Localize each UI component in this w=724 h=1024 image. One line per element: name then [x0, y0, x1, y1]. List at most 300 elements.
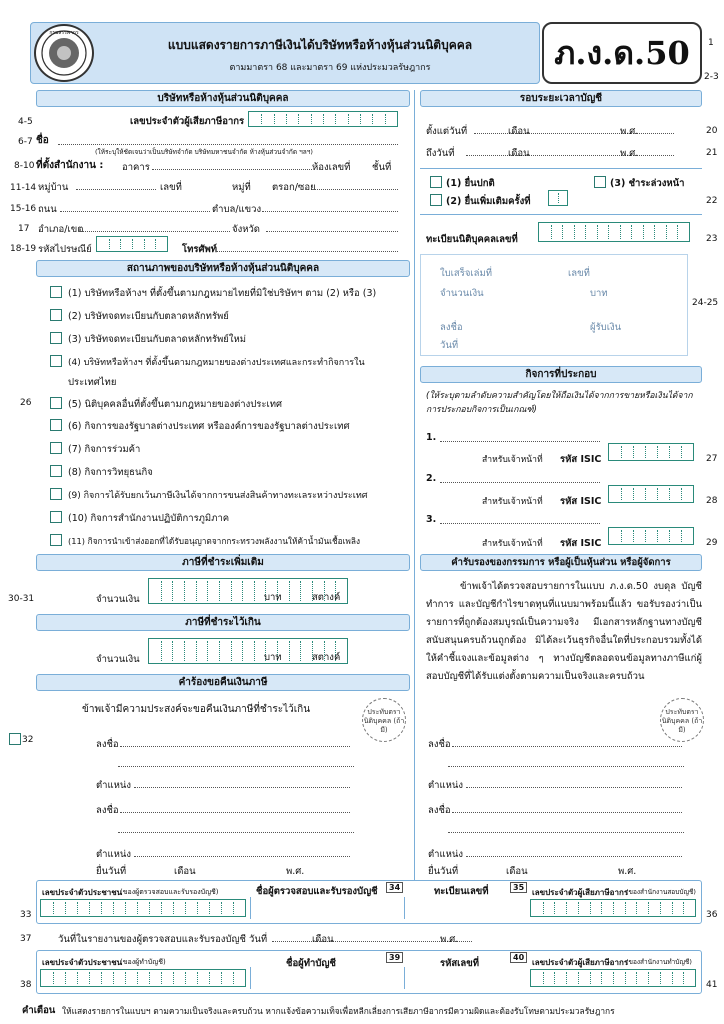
line-number-15-16: 15-16: [10, 204, 37, 214]
digit-cell-separator: [601, 902, 602, 914]
line-number-24-25: 24-25: [692, 298, 719, 308]
extra-filing-label: (2) ยื่นเพิ่มเติมครั้งที่: [446, 196, 531, 207]
business-item-3: 3.: [426, 514, 437, 525]
line-number-6-7: 6-7: [18, 137, 33, 147]
digit-cell-separator: [65, 972, 66, 984]
auditor-reg-label: ทะเบียนเลขที่: [434, 886, 489, 897]
digit-cell-separator: [254, 641, 255, 661]
digit-cell-separator: [137, 902, 138, 914]
moo-label: หมู่ที่: [232, 182, 251, 193]
status-option-5: (5) นิติบุคคลอื่นที่ตั้งขึ้นตามกฎหมายของต่างประเทศ: [68, 399, 283, 410]
status-checkbox-8[interactable]: [50, 465, 62, 477]
cert-stamp-circle: ประทับตรานิติบุคคล (ถ้ามี): [660, 698, 704, 742]
digit-cell-separator: [125, 972, 126, 984]
status-option-9: (9) กิจการได้รับยกเว้นภาษีเงินได้จากการขนส่งสินค้าทางทะเลระหว่างประเทศ: [68, 491, 368, 501]
digit-cell-separator: [233, 902, 234, 914]
line-number-22: 22: [706, 196, 718, 206]
name-label: ชื่อ: [36, 135, 49, 146]
status-checkbox-9[interactable]: [50, 488, 62, 500]
status-checkbox-3[interactable]: [50, 332, 62, 344]
digit-cell-separator: [621, 488, 622, 500]
digit-cell-separator: [657, 488, 658, 500]
period-from-month: เดือน: [508, 126, 530, 137]
business-hint: (ให้ระบุตามลำดับความสำคัญโดยให้ถือเงินได้จากการขายหรือเงินได้จากการประกอบกิจการเป็นเกณฑ์): [426, 391, 693, 415]
receipt-baht-label: บาท: [590, 288, 608, 299]
cert-position-field-1[interactable]: [466, 787, 682, 788]
room-label: ห้องเลขที่: [312, 162, 351, 173]
district-field[interactable]: [80, 231, 230, 232]
digit-cell-separator: [184, 581, 185, 601]
cert-sign-label-1: ลงชื่อ: [428, 739, 451, 750]
status-checkbox-2[interactable]: [50, 309, 62, 321]
digit-cell-separator: [574, 225, 575, 239]
status-option-4-cont: ประเทศไทย: [68, 377, 117, 388]
line-number-29: 29: [706, 538, 718, 548]
status-option-4: (4) บริษัทหรือห้างฯ ที่ตั้งขึ้นตามกฎหมายของต่างประเทศและกระทำกิจการใน: [68, 358, 365, 368]
digit-cell-separator: [196, 641, 197, 661]
digit-cell-separator: [65, 902, 66, 914]
line-number-8-10: 8-10: [14, 161, 35, 171]
acct-office-tax-hint: (ของสำนักงานทำบัญชี): [626, 958, 692, 966]
refund-position-field-2[interactable]: [134, 856, 350, 857]
business-field-1[interactable]: [440, 441, 600, 442]
digit-cell-separator: [335, 114, 336, 124]
subdistrict-label: ตำบล/แขวง: [212, 204, 262, 215]
digit-cell-separator: [601, 972, 602, 984]
digit-cell-separator: [300, 641, 301, 661]
digit-cell-separator: [209, 972, 210, 984]
reg-no-input[interactable]: [538, 222, 690, 242]
extra-filing-checkbox[interactable]: [430, 194, 442, 206]
period-from-field[interactable]: [474, 133, 674, 134]
status-checkbox-5[interactable]: [50, 397, 62, 409]
digit-cell-separator: [173, 902, 174, 914]
soi-field[interactable]: [314, 189, 398, 190]
digit-cell-separator: [242, 581, 243, 601]
line-number-21: 21: [706, 148, 718, 158]
status-option-3: (3) บริษัทจดทะเบียนกับตลาดหลักทรัพย์ใหม่: [68, 334, 247, 345]
business-field-3[interactable]: [440, 523, 600, 524]
postcode-label: รหัสไปรษณีย์: [38, 244, 92, 255]
warning-text: ให้แสดงรายการในแบบฯ ตามความเป็นจริงและครบถ้วน หากแจ้งข้อความเท็จเพื่อหลีกเลี่ยงการเสียภาษีอากรมีความผิดและต้องรับโทษตามประมวลรัษฎากร: [62, 1006, 615, 1016]
digit-cell-separator: [311, 114, 312, 124]
status-option-11: (11) กิจการนำเข้าส่งออกที่ได้รับอนุญาตจากกระทรวงพลังงานให้ค้าน้ำมันเชื้อเพลิง: [68, 536, 361, 546]
digit-cell-separator: [360, 114, 361, 124]
digit-cell-separator: [161, 581, 162, 601]
digit-cell-separator: [144, 239, 145, 249]
digit-cell-separator: [566, 972, 567, 984]
digit-cell-separator: [636, 902, 637, 914]
report-month-label: เดือน: [312, 934, 334, 945]
digit-cell-separator: [219, 581, 220, 601]
status-checkbox-6[interactable]: [50, 419, 62, 431]
period-divider: [420, 168, 702, 169]
receipt-amount-label: จำนวนเงิน: [440, 288, 484, 299]
status-option-6: (6) กิจการของรัฐบาลต่างประเทศ หรือองค์การของรัฐบาลต่างประเทศ: [68, 421, 350, 432]
form-code-box: [542, 22, 702, 84]
digit-cell-separator: [89, 902, 90, 914]
digit-cell-separator: [209, 902, 210, 914]
village-label: หมู่บ้าน: [38, 182, 69, 193]
digit-cell-separator: [645, 488, 646, 500]
digit-cell-separator: [669, 446, 670, 458]
period-to-label: ถึงวันที่: [426, 148, 455, 159]
tax-paid-amount-label: จำนวนเงิน: [96, 594, 140, 605]
cert-sign-field-1[interactable]: [452, 746, 682, 747]
isic-label-3: รหัส ISIC: [560, 538, 602, 549]
refund-head: คำร้องขอคืนเงินภาษี: [36, 674, 410, 691]
digit-cell-separator: [207, 641, 208, 661]
digit-cell-separator: [113, 972, 114, 984]
digit-cell-separator: [289, 641, 290, 661]
digit-cell-separator: [669, 488, 670, 500]
tax-paid-head: ภาษีที่ชำระเพิ่มเติม: [36, 554, 410, 571]
isic-officer-3: สำหรับเจ้าหน้าที่: [482, 539, 543, 549]
digit-cell-separator: [113, 902, 114, 914]
phone-field[interactable]: [216, 251, 398, 252]
digit-cell-separator: [274, 114, 275, 124]
accountant-member-label: รหัสเลขที่: [440, 958, 479, 969]
period-to-field[interactable]: [466, 155, 674, 156]
digit-cell-separator: [101, 902, 102, 914]
digit-cell-separator: [613, 902, 614, 914]
digit-cell-separator: [149, 972, 150, 984]
isic-officer-2: สำหรับเจ้าหน้าที่: [482, 497, 543, 507]
form-subtitle: ตามมาตรา 68 และมาตรา 69 แห่งประมวลรัษฎากร: [229, 63, 431, 73]
line-number-17: 17: [18, 224, 30, 234]
tax-id-input[interactable]: [248, 111, 398, 127]
digit-cell-separator: [578, 972, 579, 984]
digit-cell-separator: [161, 641, 162, 661]
cert-filed-label: ยื่นวันที่: [428, 866, 459, 877]
digit-cell-separator: [233, 972, 234, 984]
tax-over-baht: บาท: [264, 652, 282, 663]
digit-cell-separator: [590, 972, 591, 984]
column-divider: [414, 90, 415, 880]
status-checkbox-1[interactable]: [50, 286, 62, 298]
warning-label: คำเตือน: [22, 1005, 56, 1016]
receipt-date-label: วันที่: [440, 340, 459, 351]
cert-sign-label-2: ลงชื่อ: [428, 805, 451, 816]
digit-cell-separator: [161, 902, 162, 914]
company-name-field[interactable]: [58, 144, 398, 145]
refund-sign-label-1: ลงชื่อ: [96, 739, 119, 750]
line-number-40: 40: [510, 952, 527, 963]
cert-position-field-2[interactable]: [466, 856, 682, 857]
receipt-no-label: ใบเสร็จเล่มที่: [440, 268, 492, 279]
accountant-id-input[interactable]: [40, 969, 246, 987]
digit-cell-separator: [648, 902, 649, 914]
line-number-37: 37: [20, 934, 32, 944]
digit-cell-separator: [633, 446, 634, 458]
digit-cell-separator: [621, 530, 622, 542]
floor-label: ชั้นที่: [372, 162, 392, 173]
digit-cell-separator: [578, 902, 579, 914]
revenue-seal: [34, 24, 94, 82]
digit-cell-separator: [621, 446, 622, 458]
digit-cell-separator: [657, 530, 658, 542]
refund-checkbox[interactable]: [9, 733, 21, 745]
line-number-2-3: 2-3: [704, 72, 719, 82]
line-number-34: 34: [386, 882, 403, 893]
period-section-head: รอบระยะเวลาบัญชี: [420, 90, 702, 107]
digit-cell-separator: [625, 902, 626, 914]
status-option-1: (1) บริษัทหรือห้างฯ ที่ตั้งขึ้นตามกฎหมายไทยที่มิใช่บริษัทฯ ตาม (2) หรือ (3): [68, 288, 377, 299]
province-field[interactable]: [266, 231, 398, 232]
digit-cell-separator: [173, 972, 174, 984]
auditor-reg-field[interactable]: [404, 897, 524, 919]
period-to-month: เดือน: [508, 148, 530, 159]
refund-sign-field-2[interactable]: [120, 812, 350, 813]
certification-text: ข้าพเจ้าได้ตรวจสอบรายการในแบบ ภ.ง.ด.50 งบดุล บัญชีทำการ และบัญชีกำไรขาดทุนที่แนบมาพร้อมนี้แล้ว ขอรับรองว่าเป็นรายการที่ถูกต้องสมบูรณ์เป็นความจริง มีเอกสารหลักฐานทางบัญชีสนับสนุนครบถ้วนถูกต้อง มิได้ละเว้นธุรกิจอื่นใดที่ประกอบรวมทั้งได้ให้คำชี้แจงและข้อมูลต่าง ๆ ทางบัญชีตลอดจนข้อมูลทางภาษีแก่ผู้สอบบัญชีที่ได้รับแต่งตั้งตามความเป็นจริงและครบถ้วน: [426, 581, 702, 682]
digit-cell-separator: [348, 114, 349, 124]
digit-cell-separator: [298, 114, 299, 124]
soi-label: ตรอก/ซอย: [272, 182, 316, 193]
isic-input-2[interactable]: [608, 485, 694, 503]
advance-checkbox[interactable]: [594, 176, 606, 188]
digit-cell-separator: [669, 530, 670, 542]
digit-cell-separator: [590, 902, 591, 914]
digit-cell-separator: [645, 530, 646, 542]
isic-label-1: รหัส ISIC: [560, 454, 602, 465]
line-number-28: 28: [706, 496, 718, 506]
refund-sign-paren-2: [118, 821, 354, 833]
business-field-2[interactable]: [440, 482, 600, 483]
status-checkbox-4[interactable]: [50, 355, 62, 367]
subdistrict-field[interactable]: [262, 211, 398, 212]
receipt-receiver-label: ผู้รับเงิน: [590, 322, 622, 333]
digit-cell-separator: [385, 114, 386, 124]
digit-cell-separator: [554, 902, 555, 914]
digit-cell-separator: [323, 114, 324, 124]
postcode-input[interactable]: [96, 236, 168, 252]
digit-cell-separator: [543, 972, 544, 984]
digit-cell-separator: [185, 902, 186, 914]
business-item-1: 1.: [426, 432, 437, 443]
building-field[interactable]: [152, 169, 312, 170]
digit-cell-separator: [221, 902, 222, 914]
digit-cell-separator: [657, 446, 658, 458]
refund-filed-label: ยื่นวันที่: [96, 866, 127, 877]
refund-text: ข้าพเจ้ามีความประสงค์จะขอคืนเงินภาษีที่ชำระไว้เกิน: [82, 704, 311, 715]
digit-cell-separator: [161, 972, 162, 984]
digit-cell-separator: [677, 225, 678, 239]
isic-input-1[interactable]: [608, 443, 694, 461]
digit-cell-separator: [631, 225, 632, 239]
road-label: ถนน: [38, 204, 57, 215]
period-from-be: พ.ศ.: [620, 126, 639, 137]
refund-position-label-2: ตำแหน่ง: [96, 849, 132, 860]
digit-cell-separator: [77, 972, 78, 984]
digit-cell-separator: [261, 114, 262, 124]
digit-cell-separator: [184, 641, 185, 661]
line-number-26: 26: [20, 398, 32, 408]
line-number-4-5: 4-5: [18, 117, 33, 127]
digit-cell-separator: [613, 972, 614, 984]
digit-cell-separator: [254, 581, 255, 601]
digit-cell-separator: [77, 902, 78, 914]
digit-cell-separator: [681, 446, 682, 458]
extra-filing-count-input[interactable]: [548, 190, 568, 206]
road-field[interactable]: [60, 211, 210, 212]
tax-over-satang: สตางค์: [312, 652, 341, 663]
digit-cell-separator: [207, 581, 208, 601]
accountant-member-field[interactable]: [404, 967, 524, 989]
cert-sign-paren-1: [448, 755, 684, 767]
status-section-head: สถานภาพของบริษัทหรือห้างหุ้นส่วนนิติบุคคล: [36, 260, 410, 277]
digit-cell-separator: [681, 530, 682, 542]
refund-position-field-1[interactable]: [134, 787, 350, 788]
line-number-23: 23: [706, 234, 718, 244]
cert-position-label-1: ตำแหน่ง: [428, 780, 464, 791]
digit-cell-separator: [125, 902, 126, 914]
digit-cell-separator: [172, 641, 173, 661]
digit-cell-separator: [120, 239, 121, 249]
digit-cell-separator: [300, 581, 301, 601]
auditor-name-label: ชื่อผู้ตรวจสอบและรับรองบัญชี: [256, 886, 378, 897]
digit-cell-separator: [543, 902, 544, 914]
district-label: อำเภอ/เขต: [38, 224, 84, 235]
digit-cell-separator: [132, 239, 133, 249]
advance-label: (3) ชำระล่วงหน้า: [610, 178, 685, 189]
digit-cell-separator: [101, 972, 102, 984]
period-from-label: ตั้งแต่วันที่: [426, 126, 468, 137]
digit-cell-separator: [197, 902, 198, 914]
accountant-name-field[interactable]: [250, 967, 400, 989]
digit-cell-separator: [172, 581, 173, 601]
digit-cell-separator: [636, 972, 637, 984]
digit-cell-separator: [672, 972, 673, 984]
audit-office-tax-label: เลขประจำตัวผู้เสียภาษีอากร: [532, 888, 629, 897]
digit-cell-separator: [666, 225, 667, 239]
digit-cell-separator: [645, 446, 646, 458]
refund-month-label: เดือน: [174, 866, 196, 877]
line-number-33: 33: [20, 910, 32, 920]
isic-label-2: รหัส ISIC: [560, 496, 602, 507]
digit-cell-separator: [231, 641, 232, 661]
line-number-1: 1: [708, 38, 714, 48]
isic-input-3[interactable]: [608, 527, 694, 545]
line-number-35: 35: [510, 882, 527, 893]
tax-paid-baht: บาท: [264, 592, 282, 603]
business-item-2: 2.: [426, 473, 437, 484]
digit-cell-separator: [585, 225, 586, 239]
digit-cell-separator: [608, 225, 609, 239]
digit-cell-separator: [660, 902, 661, 914]
report-be-label: พ.ศ.: [440, 934, 459, 945]
line-number-38: 38: [20, 980, 32, 990]
digit-cell-separator: [155, 239, 156, 249]
certification-head: คำรับรองของกรรมการ หรือผู้เป็นหุ้นส่วน หรือผู้จัดการ: [420, 554, 702, 571]
digit-cell-separator: [597, 225, 598, 239]
accountant-id-hint: (ของผู้ทำบัญชี): [120, 958, 166, 966]
digit-cell-separator: [648, 972, 649, 984]
acct-office-tax-input[interactable]: [530, 969, 696, 987]
line-number-30-31: 30-31: [8, 594, 35, 604]
business-section-head: กิจการที่ประกอบ: [420, 366, 702, 383]
normal-filing-checkbox[interactable]: [430, 176, 442, 188]
seal-label: กรมสรรพากร: [49, 30, 79, 36]
digit-cell-separator: [551, 225, 552, 239]
line-number-11-14: 11-14: [10, 183, 37, 193]
digit-cell-separator: [633, 488, 634, 500]
digit-cell-separator: [554, 972, 555, 984]
digit-cell-separator: [89, 972, 90, 984]
status-checkbox-10[interactable]: [50, 511, 62, 523]
province-label: จังหวัด: [232, 224, 260, 235]
digit-cell-separator: [286, 114, 287, 124]
office-label: ที่ตั้งสำนักงาน :: [36, 160, 104, 171]
receipt-num-label: เลขที่: [568, 268, 590, 279]
digit-cell-separator: [683, 972, 684, 984]
phone-label: โทรศัพท์: [182, 244, 218, 255]
form-code: ภ.ง.ด.50: [554, 33, 690, 72]
company-section-head: บริษัทหรือห้างหุ้นส่วนนิติบุคคล: [36, 90, 410, 107]
digit-cell-separator: [372, 114, 373, 124]
digit-cell-separator: [672, 902, 673, 914]
digit-cell-separator: [109, 239, 110, 249]
accountant-id-label: เลขประจำตัวประชาชน: [42, 958, 123, 967]
acct-office-tax-label: เลขประจำตัวผู้เสียภาษีอากร: [532, 958, 629, 967]
status-option-8: (8) กิจการวิทยุธนกิจ: [68, 467, 153, 478]
digit-cell-separator: [149, 902, 150, 914]
refund-be-label: พ.ศ.: [286, 866, 305, 877]
normal-filing-label: (1) ยื่นปกติ: [446, 178, 495, 189]
isic-officer-1: สำหรับเจ้าหน้าที่: [482, 455, 543, 465]
cert-position-label-2: ตำแหน่ง: [428, 849, 464, 860]
status-option-7: (7) กิจการร่วมค้า: [68, 444, 141, 455]
cert-be-label: พ.ศ.: [618, 866, 637, 877]
auditor-id-hint: (ของผู้ตรวจสอบและรับรองบัญชี): [120, 888, 219, 896]
digit-cell-separator: [242, 641, 243, 661]
digit-cell-separator: [562, 225, 563, 239]
auditor-name-field[interactable]: [250, 897, 400, 919]
audit-office-tax-hint: (ของสำนักงานสอบบัญชี): [626, 888, 696, 896]
form-title: แบบแสดงรายการภาษีเงินได้บริษัทหรือห้างหุ้นส่วนนิติบุคคล: [167, 38, 473, 52]
digit-cell-separator: [660, 972, 661, 984]
status-checkbox-11[interactable]: [50, 534, 62, 546]
name-hint: (ให้ระบุให้ชัดเจนว่าเป็นบริษัทจำกัด บริษัทมหาชนจำกัด ห้างหุ้นส่วนจำกัด ฯลฯ): [95, 148, 313, 156]
digit-cell-separator: [633, 530, 634, 542]
tax-overpaid-head: ภาษีที่ชำระไว้เกิน: [36, 614, 410, 631]
auditor-id-input[interactable]: [40, 899, 246, 917]
cert-month-label: เดือน: [506, 866, 528, 877]
digit-cell-separator: [620, 225, 621, 239]
status-checkbox-7[interactable]: [50, 442, 62, 454]
digit-cell-separator: [197, 972, 198, 984]
refund-sign-field-1[interactable]: [120, 746, 350, 747]
audit-office-tax-input[interactable]: [530, 899, 696, 917]
tax-id-label: เลขประจำตัวผู้เสียภาษีอากร: [130, 116, 245, 127]
digit-cell-separator: [219, 641, 220, 661]
report-date-label: วันที่ในรายงานของผู้ตรวจสอบและรับรองบัญชี วันที่: [58, 934, 268, 945]
building-label: อาคาร: [122, 162, 150, 173]
cert-sign-field-2[interactable]: [452, 812, 682, 813]
tax-over-amount-label: จำนวนเงิน: [96, 654, 140, 665]
village-field[interactable]: [76, 189, 156, 190]
refund-stamp-circle: ประทับตรานิติบุคคล (ถ้ามี): [362, 698, 406, 742]
status-option-10: (10) กิจการสำนักงานปฏิบัติการภูมิภาค: [68, 513, 230, 524]
accountant-name-label: ชื่อผู้ทำบัญชี: [286, 958, 336, 969]
refund-sign-paren-1: [118, 755, 354, 767]
digit-cell-separator: [625, 972, 626, 984]
digit-cell-separator: [683, 902, 684, 914]
line-number-20: 20: [706, 126, 718, 136]
receipt-signed-label: ลงชื่อ: [440, 322, 463, 333]
line-number-27: 27: [706, 454, 718, 464]
digit-cell-separator: [53, 902, 54, 914]
line-number-32: 32: [22, 735, 34, 745]
